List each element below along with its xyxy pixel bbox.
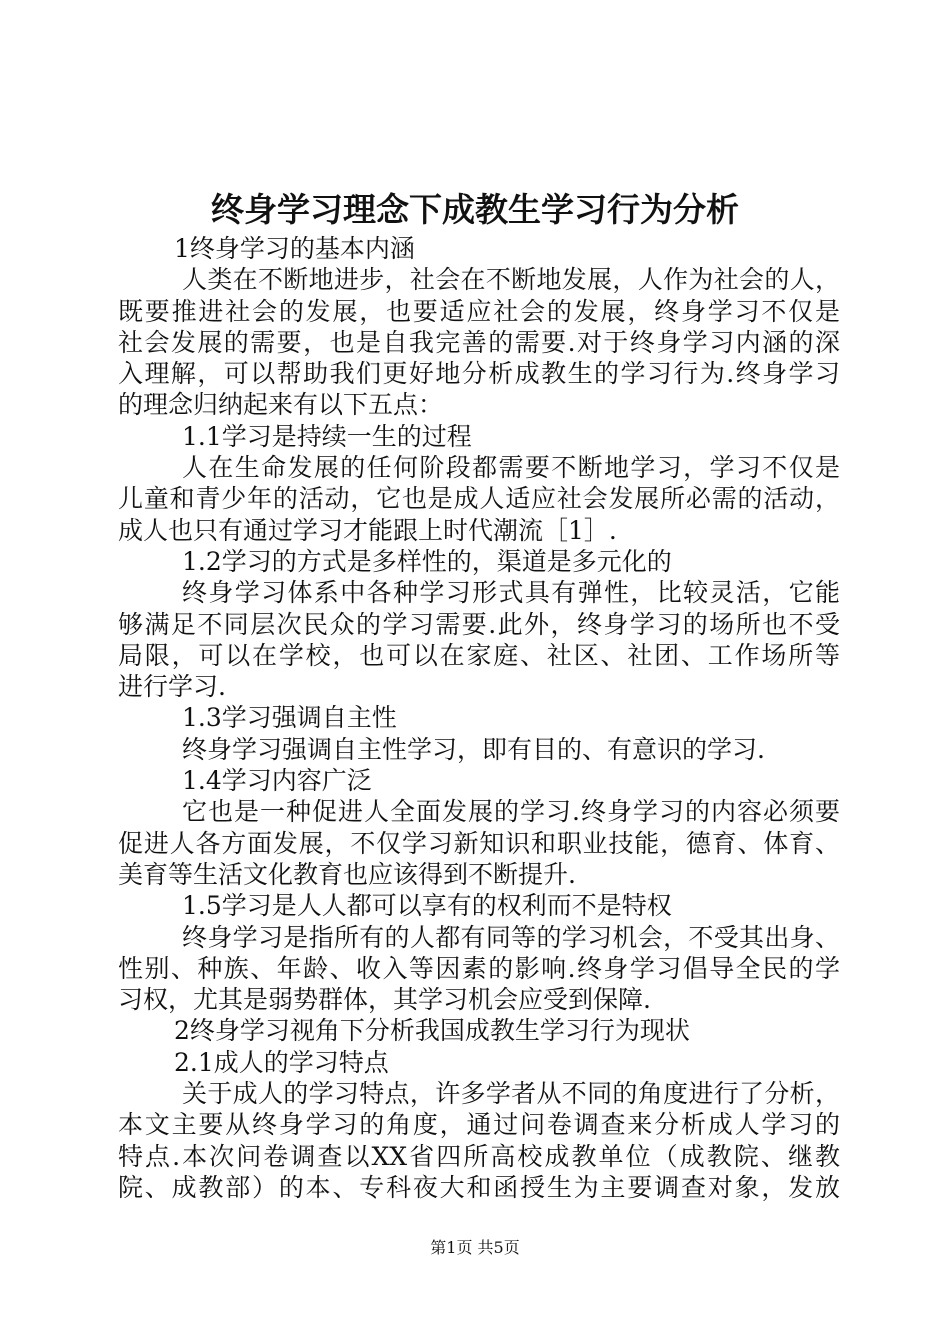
body-text-line: 成人也只有通过学习才能跟上时代潮流［1］. <box>118 515 617 545</box>
body-text-line: 社会发展的需要，也是自我完善的需要.对于终身学习内涵的深 <box>118 327 840 357</box>
body-text-line: 儿童和青少年的活动，它也是成人适应社会发展所必需的活动， <box>118 484 840 514</box>
body-text-line: 关于成人的学习特点，许多学者从不同的角度进行了分析， <box>182 1079 840 1109</box>
body-text-line: 的理念归纳起来有以下五点： <box>118 390 444 420</box>
body-text-line: 终身学习体系中各种学习形式具有弹性，比较灵活，它能 <box>182 578 840 608</box>
document-title: 终身学习理念下成教生学习行为分析 <box>211 190 739 229</box>
body-text-line: 2终身学习视角下分析我国成教生学习行为现状 <box>174 1016 690 1046</box>
body-text-line: 终身学习强调自主性学习，即有目的、有意识的学习. <box>182 734 765 764</box>
body-text-line: 终身学习是指所有的人都有同等的学习机会，不受其出身、 <box>182 922 840 952</box>
body-text-line: 既要推进社会的发展，也要适应社会的发展，终身学习不仅是 <box>118 296 840 326</box>
body-text-line: 2.1成人的学习特点 <box>174 1047 389 1077</box>
body-text-line: 1.4学习内容广泛 <box>182 766 372 796</box>
document-body <box>118 233 840 1203</box>
body-text-line: 够满足不同层次民众的学习需要.此外，终身学习的场所也不受 <box>118 609 840 639</box>
body-text-line: 1.5学习是人人都可以享有的权利而不是特权 <box>182 891 672 921</box>
body-text-line: 院、成教部）的本、专科夜大和函授生为主要调查对象，发放 <box>118 1172 840 1202</box>
body-text-line: 性别、种族、年龄、收入等因素的影响.终身学习倡导全民的学 <box>118 953 840 983</box>
body-text-line: 人在生命发展的任何阶段都需要不断地学习，学习不仅是 <box>182 453 840 483</box>
body-text-line: 美育等生活文化教育也应该得到不断提升. <box>118 859 576 889</box>
body-text-line: 1.2学习的方式是多样性的，渠道是多元化的 <box>182 546 672 576</box>
body-text-line: 入理解，可以帮助我们更好地分析成教生的学习行为.终身学习 <box>118 359 840 389</box>
body-text-line: 进行学习. <box>118 672 226 702</box>
body-text-line: 1.1学习是持续一生的过程 <box>182 421 472 451</box>
body-text-line: 它也是一种促进人全面发展的学习.终身学习的内容必须要 <box>182 797 840 827</box>
body-text-line: 1终身学习的基本内涵 <box>174 234 415 263</box>
body-text-line: 促进人各方面发展，不仅学习新知识和职业技能，德育、体育、 <box>118 828 840 858</box>
body-text-line: 人类在不断地进步，社会在不断地发展，人作为社会的人， <box>182 265 840 295</box>
body-text-line: 局限，可以在学校，也可以在家庭、社区、社团、工作场所等 <box>118 640 840 670</box>
body-text-line: 1.3学习强调自主性 <box>182 703 397 733</box>
body-text-line: 习权，尤其是弱势群体，其学习机会应受到保障. <box>118 985 651 1015</box>
body-text-line: 本文主要从终身学习的角度，通过问卷调查来分析成人学习的 <box>118 1110 840 1140</box>
page-footer: 第1页 共5页 <box>430 1238 520 1257</box>
body-text-line: 特点.本次问卷调查以XX省四所高校成教单位（成教院、继教 <box>118 1141 840 1171</box>
